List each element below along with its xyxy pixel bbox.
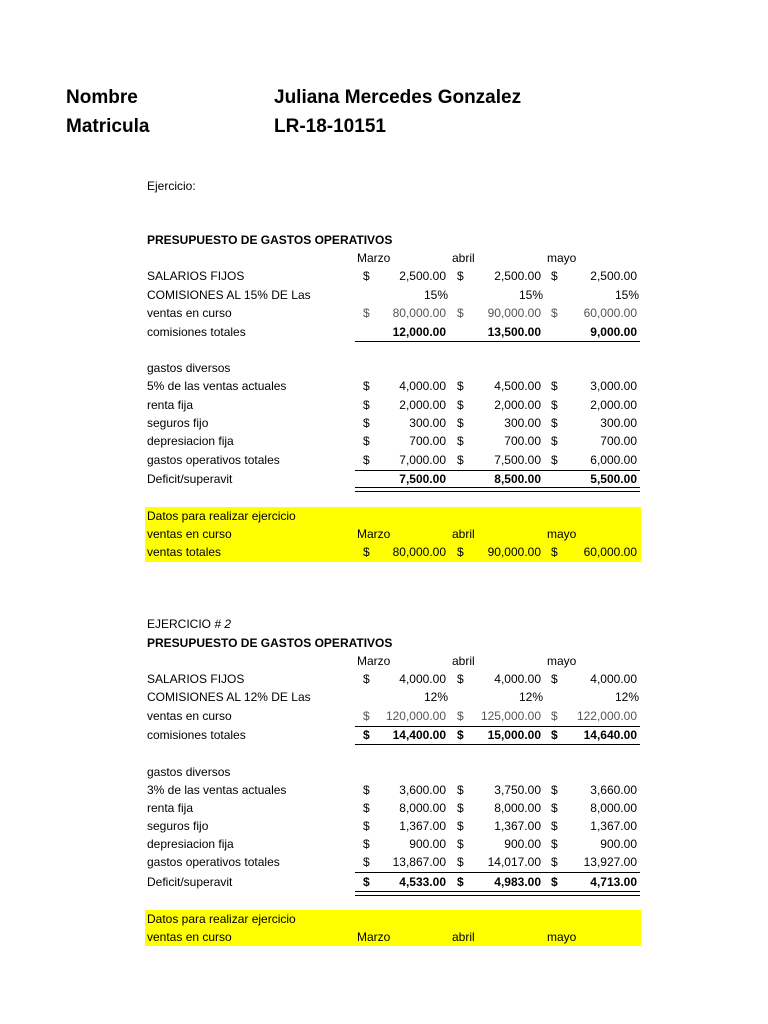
currency-sign: $ <box>551 416 558 430</box>
double-underline <box>355 891 640 896</box>
cell-value: 9,000.00 <box>590 325 637 339</box>
cell-value: 122,000.00 <box>576 709 637 723</box>
currency-sign: $ <box>551 855 558 869</box>
month-header: Marzo <box>357 527 391 541</box>
ejercicio-2-title: EJERCICIO <box>147 617 212 631</box>
month-header: Marzo <box>357 654 391 668</box>
cell-value: 300.00 <box>409 416 446 430</box>
row-label: depresiacion fija <box>147 837 234 851</box>
currency-sign: $ <box>363 269 370 283</box>
row-label: ventas en curso <box>147 306 232 320</box>
cell-value: 3,600.00 <box>399 783 446 797</box>
currency-sign: $ <box>551 801 558 815</box>
cell-value: 700.00 <box>409 434 446 448</box>
month-header: Marzo <box>357 251 391 265</box>
cell-value: 900.00 <box>409 837 446 851</box>
cell-value: 80,000.00 <box>392 545 446 559</box>
currency-sign: $ <box>457 453 464 467</box>
currency-sign: $ <box>457 875 464 889</box>
row-label: ventas en curso <box>147 709 232 723</box>
currency-sign: $ <box>551 306 558 320</box>
currency-sign: $ <box>457 379 464 393</box>
underline <box>355 726 640 727</box>
cell-value: 4,000.00 <box>399 379 446 393</box>
cell-value: 4,533.00 <box>399 875 446 889</box>
datos-title: Datos para realizar ejercicio <box>147 509 296 523</box>
row-label: renta fija <box>147 398 194 412</box>
cell-value: 3,000.00 <box>590 379 637 393</box>
currency-sign: $ <box>551 728 558 742</box>
ejercicio-2-heading <box>147 617 231 631</box>
datos-subtitle: ventas en curso <box>147 930 232 944</box>
cell-value: 4,713.00 <box>590 875 637 889</box>
underline <box>355 341 640 342</box>
underline <box>355 872 640 873</box>
month-header: abril <box>452 251 475 265</box>
row-label: gastos diversos <box>147 361 231 375</box>
section-2-title: PRESUPUESTO DE GASTOS OPERATIVOS <box>147 636 393 650</box>
currency-sign: $ <box>551 545 558 559</box>
name-value: Juliana Mercedes Gonzalez <box>274 87 522 108</box>
row-label: comisiones totales <box>147 325 246 339</box>
row-label: gastos operativos totales <box>147 855 280 869</box>
month-header: mayo <box>547 527 577 541</box>
currency-sign: $ <box>551 672 558 686</box>
currency-sign: $ <box>457 837 464 851</box>
currency-sign: $ <box>363 709 370 723</box>
month-header: abril <box>452 527 475 541</box>
currency-sign: $ <box>551 453 558 467</box>
month-header: mayo <box>547 930 577 944</box>
row-label: SALARIOS FIJOS <box>147 269 245 283</box>
cell-value: 15% <box>423 288 448 302</box>
currency-sign: $ <box>551 398 558 412</box>
row-label: COMISIONES AL 12% DE Las <box>147 690 311 704</box>
cell-value: 13,867.00 <box>392 855 446 869</box>
row-label: 3% de las ventas actuales <box>147 783 287 797</box>
cell-value: 4,983.00 <box>494 875 541 889</box>
cell-value: 12,000.00 <box>392 325 446 339</box>
row-label: gastos operativos totales <box>147 453 280 467</box>
currency-sign: $ <box>363 453 370 467</box>
currency-sign: $ <box>551 819 558 833</box>
currency-sign: $ <box>457 434 464 448</box>
row-label: comisiones totales <box>147 728 246 742</box>
month-header: mayo <box>547 251 577 265</box>
currency-sign: $ <box>457 709 464 723</box>
cell-value: 900.00 <box>600 837 637 851</box>
currency-sign: $ <box>457 416 464 430</box>
currency-sign: $ <box>457 269 464 283</box>
underline <box>355 470 640 471</box>
cell-value: 8,000.00 <box>590 801 637 815</box>
row-label: seguros fijo <box>147 819 209 833</box>
currency-sign: $ <box>551 837 558 851</box>
cell-value: 5,500.00 <box>590 472 637 486</box>
cell-value: 120,000.00 <box>385 709 446 723</box>
cell-value: 14,017.00 <box>487 855 541 869</box>
cell-value: 2,500.00 <box>399 269 446 283</box>
underline <box>355 744 640 745</box>
id-label: Matricula <box>66 116 150 137</box>
row-label: gastos diversos <box>147 765 231 779</box>
currency-sign: $ <box>457 398 464 412</box>
cell-value: 12% <box>614 690 639 704</box>
row-label: ventas totales <box>147 545 222 559</box>
cell-value: 125,000.00 <box>480 709 541 723</box>
cell-value: 3,750.00 <box>494 783 541 797</box>
cell-value: 7,000.00 <box>399 453 446 467</box>
currency-sign: $ <box>457 783 464 797</box>
row-label: depresiacion fija <box>147 434 234 448</box>
cell-value: 90,000.00 <box>487 306 541 320</box>
cell-value: 1,367.00 <box>399 819 446 833</box>
month-header: abril <box>452 654 475 668</box>
cell-value: 12% <box>423 690 448 704</box>
datos-subtitle: ventas en curso <box>147 527 232 541</box>
currency-sign: $ <box>363 728 370 742</box>
currency-sign: $ <box>457 855 464 869</box>
cell-value: 60,000.00 <box>583 545 637 559</box>
currency-sign: $ <box>363 837 370 851</box>
cell-value: 4,500.00 <box>494 379 541 393</box>
currency-sign: $ <box>363 672 370 686</box>
month-header: abril <box>452 930 475 944</box>
currency-sign: $ <box>457 545 464 559</box>
cell-value: 8,500.00 <box>494 472 541 486</box>
cell-value: 4,000.00 <box>399 672 446 686</box>
currency-sign: $ <box>363 801 370 815</box>
currency-sign: $ <box>457 728 464 742</box>
cell-value: 1,367.00 <box>494 819 541 833</box>
cell-value: 15% <box>518 288 543 302</box>
cell-value: 13,927.00 <box>583 855 637 869</box>
cell-value: 8,000.00 <box>399 801 446 815</box>
id-value: LR-18-10151 <box>274 116 386 137</box>
double-underline <box>355 487 640 492</box>
cell-value: 15% <box>614 288 639 302</box>
row-label: COMISIONES AL 15% DE Las <box>147 288 311 302</box>
row-label: SALARIOS FIJOS <box>147 672 245 686</box>
cell-value: 90,000.00 <box>487 545 541 559</box>
currency-sign: $ <box>551 709 558 723</box>
currency-sign: $ <box>457 306 464 320</box>
ejercicio-label: Ejercicio: <box>147 179 196 193</box>
cell-value: 13,500.00 <box>487 325 541 339</box>
currency-sign: $ <box>457 672 464 686</box>
cell-value: 60,000.00 <box>583 306 637 320</box>
currency-sign: $ <box>363 855 370 869</box>
cell-value: 2,000.00 <box>399 398 446 412</box>
cell-value: 2,500.00 <box>494 269 541 283</box>
cell-value: 7,500.00 <box>494 453 541 467</box>
row-label: Deficit/superavit <box>147 875 233 889</box>
currency-sign: $ <box>551 379 558 393</box>
currency-sign: $ <box>363 306 370 320</box>
cell-value: 7,500.00 <box>399 472 446 486</box>
currency-sign: $ <box>551 875 558 889</box>
month-header: Marzo <box>357 930 391 944</box>
cell-value: 1,367.00 <box>590 819 637 833</box>
cell-value: 300.00 <box>600 416 637 430</box>
datos-title: Datos para realizar ejercicio <box>147 912 296 926</box>
cell-value: 12% <box>518 690 543 704</box>
cell-value: 14,400.00 <box>392 728 446 742</box>
section-1-title: PRESUPUESTO DE GASTOS OPERATIVOS <box>147 233 393 247</box>
currency-sign: $ <box>363 398 370 412</box>
cell-value: 300.00 <box>504 416 541 430</box>
currency-sign: $ <box>363 875 370 889</box>
cell-value: 700.00 <box>600 434 637 448</box>
row-label: Deficit/superavit <box>147 472 233 486</box>
cell-value: 4,000.00 <box>590 672 637 686</box>
cell-value: 4,000.00 <box>494 672 541 686</box>
currency-sign: $ <box>551 434 558 448</box>
cell-value: 2,500.00 <box>590 269 637 283</box>
cell-value: 14,640.00 <box>583 728 637 742</box>
row-label: renta fija <box>147 801 194 815</box>
name-label: Nombre <box>66 87 138 108</box>
currency-sign: $ <box>363 783 370 797</box>
cell-value: 3,660.00 <box>590 783 637 797</box>
currency-sign: $ <box>363 379 370 393</box>
currency-sign: $ <box>457 801 464 815</box>
cell-value: 2,000.00 <box>494 398 541 412</box>
row-label: 5% de las ventas actuales <box>147 379 287 393</box>
cell-value: 900.00 <box>504 837 541 851</box>
cell-value: 8,000.00 <box>494 801 541 815</box>
currency-sign: $ <box>551 783 558 797</box>
cell-value: 700.00 <box>504 434 541 448</box>
currency-sign: $ <box>457 819 464 833</box>
cell-value: 15,000.00 <box>487 728 541 742</box>
currency-sign: $ <box>363 416 370 430</box>
currency-sign: $ <box>363 545 370 559</box>
ejercicio-2-number: # 2 <box>214 617 232 631</box>
currency-sign: $ <box>551 269 558 283</box>
row-label: seguros fijo <box>147 416 209 430</box>
currency-sign: $ <box>363 434 370 448</box>
cell-value: 2,000.00 <box>590 398 637 412</box>
cell-value: 6,000.00 <box>590 453 637 467</box>
month-header: mayo <box>547 654 577 668</box>
cell-value: 80,000.00 <box>392 306 446 320</box>
currency-sign: $ <box>363 819 370 833</box>
